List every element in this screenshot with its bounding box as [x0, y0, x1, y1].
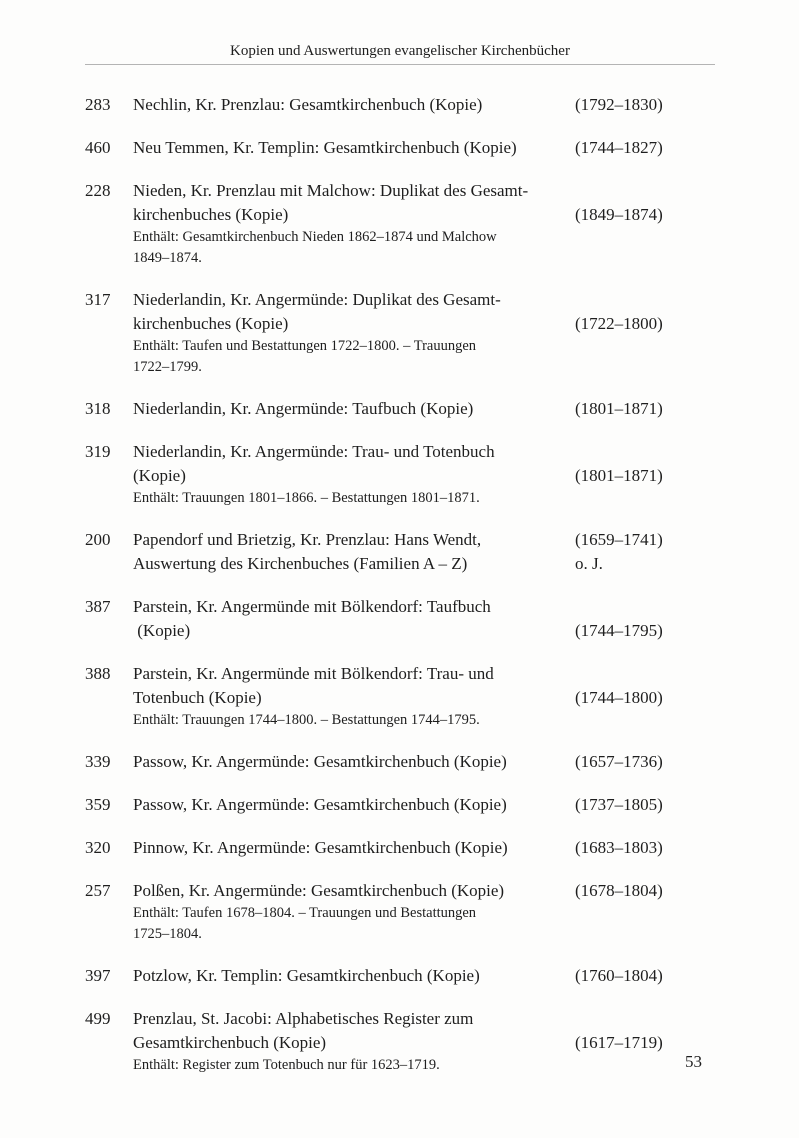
entries-list: [85, 93, 715, 1076]
entry-dates: [575, 93, 715, 117]
entry-date-line: o. J.: [575, 554, 603, 573]
entry-date-line: (1683–1803): [575, 838, 663, 857]
entry-row: [85, 1007, 715, 1076]
entry-row: [85, 440, 715, 509]
entry-title: [133, 528, 575, 576]
entry-notes: [133, 336, 575, 378]
entry-row: [85, 836, 715, 860]
entry-dates: [575, 397, 715, 421]
entry-date-line: (1801–1871): [575, 466, 663, 485]
entry-title: [133, 750, 575, 774]
entry-number: 319: [85, 442, 111, 461]
page-content: [85, 0, 715, 1095]
entry-note-line: Enthält: Taufen und Bestattungen 1722–1800. – Trauungen: [133, 338, 477, 354]
entry-date-line: [575, 440, 715, 464]
entry-title-line: (Kopie): [133, 621, 191, 640]
entry-dates: [575, 179, 715, 227]
entry-title-line: Auswertung des Kirchenbuches (Familien A – Z): [133, 554, 468, 573]
entry-date-line: [575, 288, 715, 312]
entry-title-line: Potzlow, Kr. Templin: Gesamtkirchenbuch (Kopie): [133, 966, 480, 985]
entry-title-lines: [133, 179, 575, 227]
entry-title-lines: [133, 793, 575, 817]
entry-date-line: (1801–1871): [575, 399, 663, 418]
entry-title-line: Passow, Kr. Angermünde: Gesamtkirchenbuch (Kopie): [133, 795, 507, 814]
entry-number: 257: [85, 881, 111, 900]
entry-title: [133, 179, 575, 269]
entry-title-lines: [133, 595, 575, 643]
entry-number: 318: [85, 399, 111, 418]
entry-number: 283: [85, 95, 111, 114]
entry-date-line: (1744–1827): [575, 138, 663, 157]
entry-date-line: (1722–1800): [575, 314, 663, 333]
entry-title-line: Pinnow, Kr. Angermünde: Gesamtkirchenbuch (Kopie): [133, 838, 508, 857]
entry-notes: [133, 903, 575, 945]
entry-date-line: (1760–1804): [575, 966, 663, 985]
entry-title-line: (Kopie): [133, 466, 186, 485]
entry-number: 388: [85, 664, 111, 683]
entry-number: 228: [85, 181, 111, 200]
entry-number: 317: [85, 290, 111, 309]
entry-note-line: Enthält: Trauungen 1801–1866. – Bestattungen 1801–1871.: [133, 490, 480, 506]
entry-dates: [575, 595, 715, 643]
entry-title: [133, 136, 575, 160]
entry-title-line: Prenzlau, St. Jacobi: Alphabetisches Register zum: [133, 1009, 474, 1028]
entry-number: 397: [85, 966, 111, 985]
entry-row: [85, 964, 715, 988]
entry-number: 460: [85, 138, 111, 157]
entry-row: [85, 179, 715, 269]
entry-title: [133, 397, 575, 421]
entry-title: [133, 440, 575, 509]
entry-row: [85, 397, 715, 421]
entry-date-line: (1659–1741): [575, 530, 663, 549]
entry-dates: [575, 528, 715, 576]
entry-title-line: Niederlandin, Kr. Angermünde: Taufbuch (Kopie): [133, 399, 474, 418]
entry-title-line: Totenbuch (Kopie): [133, 688, 262, 707]
entry-note-line: Enthält: Register zum Totenbuch nur für 1623–1719.: [133, 1057, 440, 1073]
entry-title-line: Niederlandin, Kr. Angermünde: Trau- und Totenbuch: [133, 442, 495, 461]
entry-title-lines: [133, 662, 575, 710]
entry-date-line: [575, 662, 715, 686]
entry-dates: [575, 750, 715, 774]
entry-title: [133, 964, 575, 988]
entry-note-line: 1849–1874.: [133, 250, 202, 266]
entry-date-line: (1657–1736): [575, 752, 663, 771]
entry-date-line: (1792–1830): [575, 95, 663, 114]
entry-title: [133, 1007, 575, 1076]
entry-title-line: Parstein, Kr. Angermünde mit Bölkendorf: Taufbuch: [133, 597, 491, 616]
entry-title-lines: [133, 750, 575, 774]
entry-note-line: Enthält: Trauungen 1744–1800. – Bestattungen 1744–1795.: [133, 712, 480, 728]
entry-title: [133, 662, 575, 731]
entry-notes: [133, 488, 575, 509]
entry-row: [85, 93, 715, 117]
entry-dates: [575, 288, 715, 336]
entry-number: 359: [85, 795, 111, 814]
entry-title-lines: [133, 440, 575, 488]
entry-dates: [575, 879, 715, 903]
entry-title-lines: [133, 136, 575, 160]
entry-title-line: Passow, Kr. Angermünde: Gesamtkirchenbuch (Kopie): [133, 752, 507, 771]
entry-notes: [133, 1055, 575, 1076]
header-rule: [85, 64, 715, 65]
page-number: 53: [685, 1052, 702, 1071]
entry-title-lines: [133, 528, 575, 576]
entry-note-line: 1725–1804.: [133, 926, 202, 942]
entry-title-line: Papendorf und Brietzig, Kr. Prenzlau: Hans Wendt,: [133, 530, 482, 549]
entry-row: [85, 879, 715, 945]
entry-date-line: [575, 179, 715, 203]
entry-row: [85, 288, 715, 378]
entry-title-line: Niederlandin, Kr. Angermünde: Duplikat des Gesamt-: [133, 290, 501, 309]
entry-title-lines: [133, 836, 575, 860]
entry-row: [85, 662, 715, 731]
entry-title: [133, 879, 575, 945]
entry-title-lines: [133, 397, 575, 421]
entry-dates: [575, 440, 715, 488]
entry-dates: [575, 964, 715, 988]
entry-dates: [575, 662, 715, 710]
entry-date-line: [575, 1007, 715, 1031]
entry-note-line: 1722–1799.: [133, 359, 202, 375]
entry-notes: [133, 710, 575, 731]
entry-title-line: Polßen, Kr. Angermünde: Gesamtkirchenbuch (Kopie): [133, 881, 505, 900]
entry-title-line: Neu Temmen, Kr. Templin: Gesamtkirchenbuch (Kopie): [133, 138, 517, 157]
entry-date-line: (1617–1719): [575, 1033, 663, 1052]
entry-dates: [575, 136, 715, 160]
entry-date-line: (1849–1874): [575, 205, 663, 224]
entry-note-line: Enthält: Gesamtkirchenbuch Nieden 1862–1874 und Malchow: [133, 229, 497, 245]
entry-dates: [575, 836, 715, 860]
entry-title-line: Nieden, Kr. Prenzlau mit Malchow: Duplikat des Gesamt-: [133, 181, 529, 200]
entry-title-lines: [133, 93, 575, 117]
entry-number: 200: [85, 530, 111, 549]
entry-row: [85, 136, 715, 160]
entry-title-lines: [133, 288, 575, 336]
entry-date-line: (1737–1805): [575, 795, 663, 814]
entry-title: [133, 93, 575, 117]
entry-title-line: Parstein, Kr. Angermünde mit Bölkendorf: Trau- und: [133, 664, 494, 683]
entry-number: 339: [85, 752, 111, 771]
entry-date-line: (1678–1804): [575, 881, 663, 900]
entry-row: [85, 750, 715, 774]
entry-title: [133, 793, 575, 817]
entry-title: [133, 288, 575, 378]
entry-date-line: (1744–1795): [575, 621, 663, 640]
entry-row: [85, 793, 715, 817]
entry-date-line: (1744–1800): [575, 688, 663, 707]
entry-dates: [575, 1007, 715, 1055]
entry-title: [133, 836, 575, 860]
entry-number: 320: [85, 838, 111, 857]
running-head-title: Kopien und Auswertungen evangelischer Kirchenbücher: [230, 43, 570, 59]
entry-dates: [575, 793, 715, 817]
entry-row: [85, 595, 715, 643]
entry-title-lines: [133, 879, 575, 903]
entry-title-line: kirchenbuches (Kopie): [133, 205, 289, 224]
entry-title: [133, 595, 575, 643]
entry-row: [85, 528, 715, 576]
entry-title-lines: [133, 964, 575, 988]
entry-title-line: Nechlin, Kr. Prenzlau: Gesamtkirchenbuch (Kopie): [133, 95, 483, 114]
entry-title-line: Gesamtkirchenbuch (Kopie): [133, 1033, 327, 1052]
entry-note-line: Enthält: Taufen 1678–1804. – Trauungen und Bestattungen: [133, 905, 477, 921]
entry-number: 499: [85, 1009, 111, 1028]
entry-number: 387: [85, 597, 111, 616]
entry-title-line: kirchenbuches (Kopie): [133, 314, 289, 333]
entry-title-lines: [133, 1007, 575, 1055]
entry-notes: [133, 227, 575, 269]
entry-date-line: [575, 595, 715, 619]
